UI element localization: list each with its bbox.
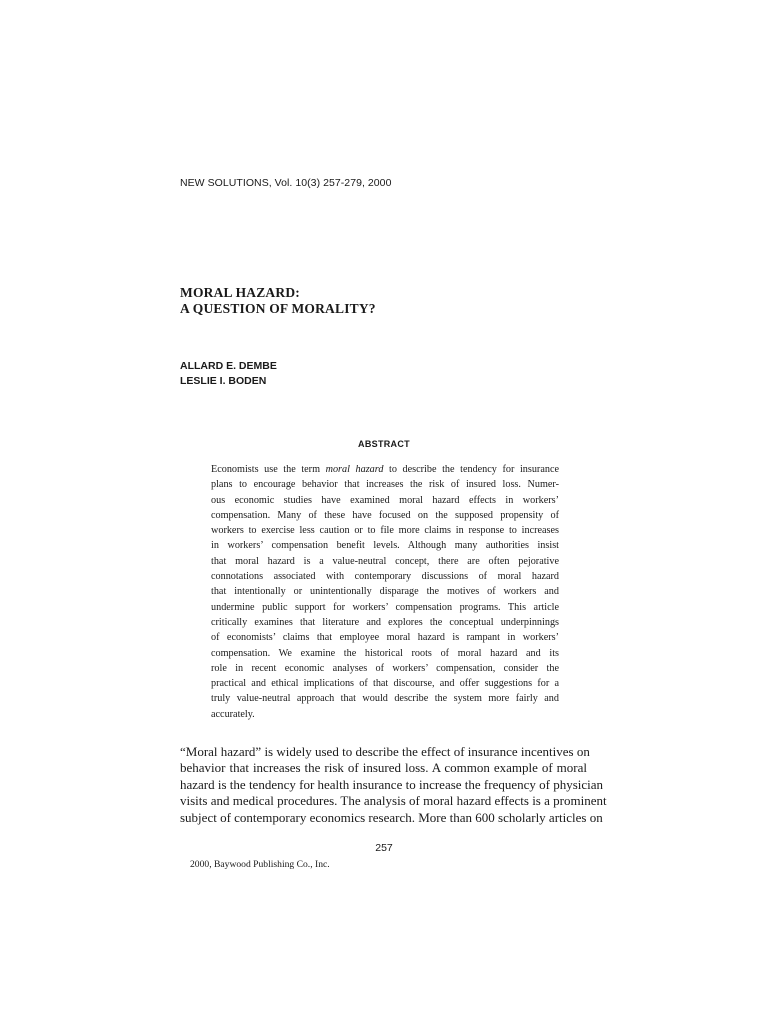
author-list	[180, 359, 277, 389]
abstract-line: critically examines that literature and explores the conceptual underpinnings	[211, 616, 559, 628]
abstract-line: ous economic studies have examined moral hazard effects in workers’	[211, 494, 559, 506]
copyright-notice: 2000, Baywood Publishing Co., Inc.	[190, 859, 330, 870]
abstract-line: plans to encourage behavior that increases the risk of insured loss. Numer-	[211, 479, 559, 491]
abstract-line: role in recent economic analyses of workers’ compensation, consider the	[211, 662, 559, 674]
abstract-line: compensation. Many of these have focused on the supposed propensity of	[211, 509, 559, 521]
body-line: “Moral hazard” is widely used to describe the effect of insurance incentives on	[180, 744, 590, 759]
abstract-heading: ABSTRACT	[358, 439, 410, 449]
abstract-line: in workers’ compensation benefit levels. Although many authorities insist	[211, 540, 559, 552]
body-text	[180, 744, 607, 826]
abstract-line: truly value-neutral approach that would describe the system more fairly and	[211, 693, 559, 705]
article-title	[180, 285, 376, 317]
abstract-line	[211, 462, 559, 477]
body-line: visits and medical procedures. The analysis of moral hazard effects is a prominent	[180, 793, 607, 809]
abstract-line: of economists’ claims that employee moral hazard is rampant in workers’	[211, 632, 559, 644]
abstract-body	[211, 462, 559, 722]
abstract-first-line-after: to describe the tendency for insurance	[383, 464, 559, 475]
abstract-line: connotations associated with contemporary discussions of moral hazard	[211, 571, 559, 583]
abstract-line: compensation. We examine the historical roots of moral hazard and its	[211, 647, 559, 659]
abstract-line: workers to exercise less caution or to file more claims in response to increases	[211, 525, 559, 537]
body-line: subject of contemporary economics research. More than 600 scholarly articles on	[180, 809, 603, 825]
title-line-2: A QUESTION OF MORALITY?	[180, 301, 376, 316]
abstract-line: that moral hazard is a value-neutral concept, there are often pejorative	[211, 555, 559, 567]
abstract-line: practical and ethical implications of that discourse, and offer suggestions for a	[211, 678, 559, 690]
title-line-1: MORAL HAZARD:	[180, 285, 300, 300]
abstract-line: accurately.	[211, 708, 255, 720]
abstract-line: that intentionally or unintentionally disparage the motives of workers and	[211, 586, 559, 598]
abstract-first-line-before: Economists use the term	[211, 464, 326, 475]
author-2: LESLIE I. BODEN	[180, 375, 267, 387]
body-line: hazard is the tendency for health insurance to increase the frequency of physician	[180, 776, 604, 792]
abstract-italic-term: moral hazard	[325, 464, 384, 475]
body-line: behavior that increases the risk of insured loss. A common example of moral	[180, 760, 587, 776]
page-number: 257	[375, 842, 393, 854]
author-1: ALLARD E. DEMBE	[180, 360, 277, 372]
abstract-line: undermine public support for workers’ compensation programs. This article	[211, 601, 559, 613]
journal-citation: NEW SOLUTIONS, Vol. 10(3) 257-279, 2000	[180, 177, 392, 189]
